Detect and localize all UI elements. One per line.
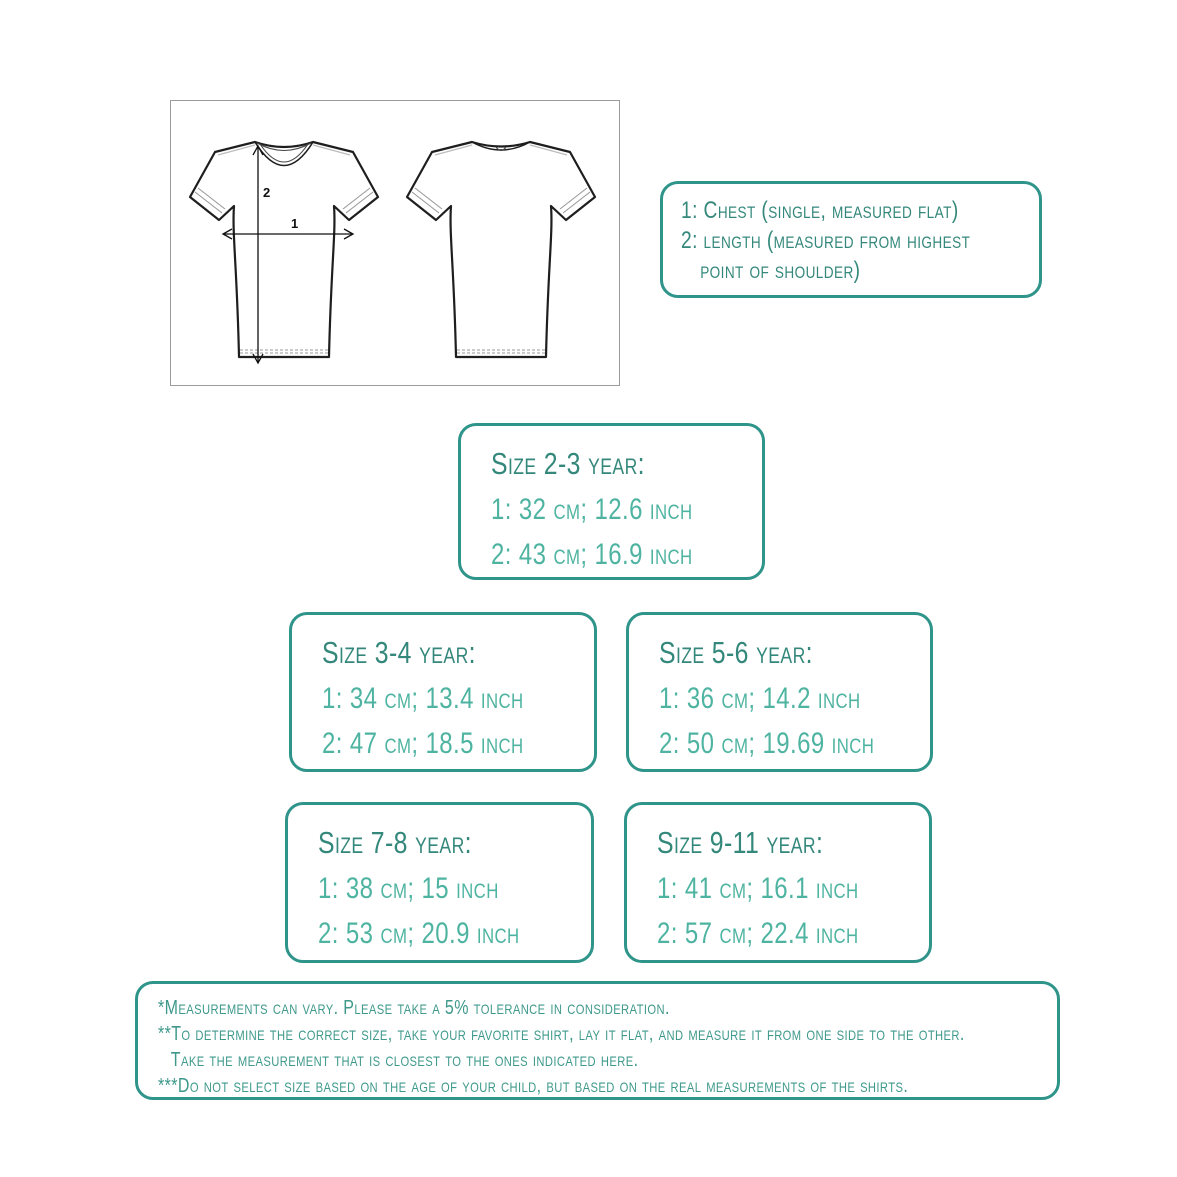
size-card-2-3-year bbox=[458, 423, 765, 580]
note-tolerance: *Measurements can vary. Please take a 5% tolerance in consideration. bbox=[158, 997, 670, 1019]
note-how-to-measure-cont: Take the measurement that is closest to the ones indicated here. bbox=[170, 1049, 639, 1071]
legend-length-line: 2: length (measured from highest bbox=[681, 227, 971, 254]
legend-chest-line: 1: Chest (single, measured flat) bbox=[681, 197, 959, 224]
size-card-title: Size 3-4 year: bbox=[322, 635, 476, 670]
tshirt-diagram-frame bbox=[170, 100, 620, 386]
note-how-to-measure: **To determine the correct size, take your favorite shirt, lay it flat, and measure it from one side to the other. bbox=[158, 1023, 965, 1045]
length-measurement: 2: 50 cm; 19.69 inch bbox=[659, 727, 875, 760]
chest-arrow-label: 1 bbox=[291, 216, 299, 231]
size-card-title: Size 5-6 year: bbox=[659, 635, 813, 670]
chest-measurement: 1: 36 cm; 14.2 inch bbox=[659, 682, 861, 715]
size-card-5-6-year bbox=[626, 612, 933, 772]
length-measurement: 2: 53 cm; 20.9 inch bbox=[318, 917, 520, 950]
size-card-7-8-year bbox=[285, 802, 594, 963]
length-measurement: 2: 43 cm; 16.9 inch bbox=[491, 538, 693, 571]
legend-length-line-cont: point of shoulder) bbox=[700, 257, 861, 284]
length-measurement: 2: 57 cm; 22.4 inch bbox=[657, 917, 859, 950]
size-card-title: Size 7-8 year: bbox=[318, 825, 472, 860]
note-age-warning: ***Do not select size based on the age of your child, but based on the real measurements of the shirts. bbox=[158, 1075, 909, 1097]
chest-measurement: 1: 38 cm; 15 inch bbox=[318, 872, 499, 905]
size-card-title: Size 9-11 year: bbox=[657, 825, 824, 860]
size-card-title: Size 2-3 year: bbox=[491, 446, 645, 481]
front-shirt-drawing bbox=[190, 142, 378, 357]
chest-measurement: 1: 32 cm; 12.6 inch bbox=[491, 493, 693, 526]
length-arrow-label: 2 bbox=[263, 185, 271, 200]
back-shirt-drawing bbox=[407, 142, 595, 357]
size-card-3-4-year bbox=[289, 612, 597, 772]
length-measurement: 2: 47 cm; 18.5 inch bbox=[322, 727, 524, 760]
size-card-9-11-year bbox=[624, 802, 932, 963]
chest-measurement: 1: 41 cm; 16.1 inch bbox=[657, 872, 859, 905]
chest-measurement: 1: 34 cm; 13.4 inch bbox=[322, 682, 524, 715]
measurement-legend-box bbox=[660, 181, 1042, 298]
tshirt-diagram bbox=[171, 101, 621, 387]
measurement-notes-box bbox=[135, 981, 1060, 1100]
